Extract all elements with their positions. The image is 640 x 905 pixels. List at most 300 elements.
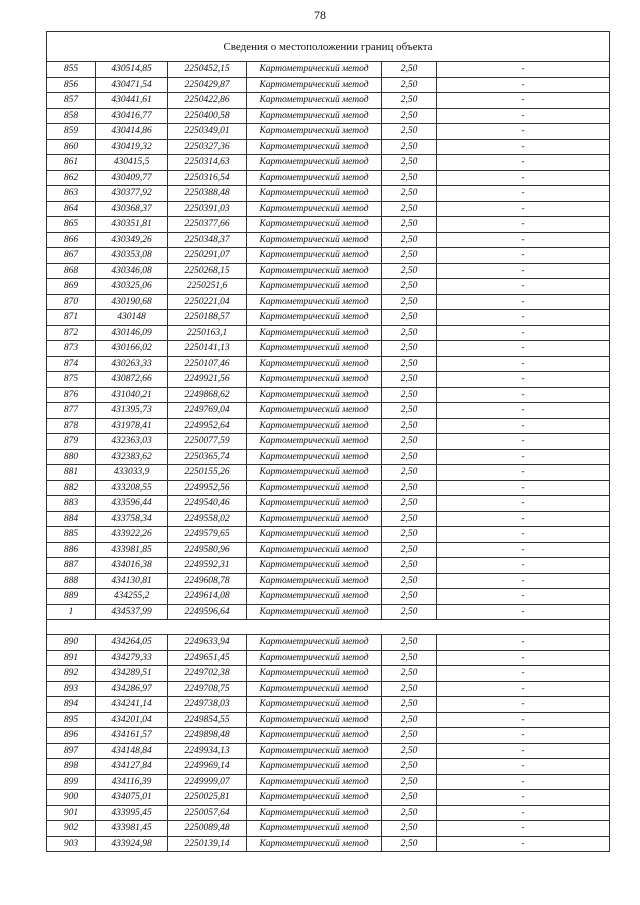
description-cell: - bbox=[437, 759, 610, 775]
x-coordinate-cell: 434241,14 bbox=[96, 697, 168, 713]
table-row bbox=[47, 170, 610, 186]
y-coordinate-cell: 2250391,03 bbox=[168, 201, 247, 217]
table-row bbox=[47, 650, 610, 666]
x-coordinate-cell: 430263,33 bbox=[96, 356, 168, 372]
y-coordinate-cell: 2250377,66 bbox=[168, 217, 247, 233]
description-cell: - bbox=[437, 232, 610, 248]
x-coordinate-cell: 434289,51 bbox=[96, 666, 168, 682]
point-number-cell: 855 bbox=[47, 62, 96, 78]
method-cell: Картометрический метод bbox=[247, 728, 382, 744]
description-cell: - bbox=[437, 387, 610, 403]
point-number-cell: 884 bbox=[47, 511, 96, 527]
method-cell: Картометрический метод bbox=[247, 542, 382, 558]
accuracy-cell: 2,50 bbox=[382, 573, 437, 589]
table-row bbox=[47, 573, 610, 589]
y-coordinate-cell: 2250155,26 bbox=[168, 465, 247, 481]
description-cell: - bbox=[437, 356, 610, 372]
accuracy-cell: 2,50 bbox=[382, 403, 437, 419]
description-cell: - bbox=[437, 465, 610, 481]
accuracy-cell: 2,50 bbox=[382, 108, 437, 124]
point-number-cell: 864 bbox=[47, 201, 96, 217]
description-cell: - bbox=[437, 805, 610, 821]
description-cell: - bbox=[437, 263, 610, 279]
y-coordinate-cell: 2250188,57 bbox=[168, 310, 247, 326]
point-number-cell: 891 bbox=[47, 650, 96, 666]
point-number-cell: 857 bbox=[47, 93, 96, 109]
x-coordinate-cell: 430441,61 bbox=[96, 93, 168, 109]
accuracy-cell: 2,50 bbox=[382, 434, 437, 450]
accuracy-cell: 2,50 bbox=[382, 697, 437, 713]
description-cell: - bbox=[437, 108, 610, 124]
y-coordinate-cell: 2249579,65 bbox=[168, 527, 247, 543]
x-coordinate-cell: 431978,41 bbox=[96, 418, 168, 434]
point-number-cell: 859 bbox=[47, 124, 96, 140]
accuracy-cell: 2,50 bbox=[382, 310, 437, 326]
table-row bbox=[47, 93, 610, 109]
table-row bbox=[47, 248, 610, 264]
method-cell: Картометрический метод bbox=[247, 124, 382, 140]
point-number-cell: 856 bbox=[47, 77, 96, 93]
x-coordinate-cell: 430415,5 bbox=[96, 155, 168, 171]
accuracy-cell: 2,50 bbox=[382, 325, 437, 341]
description-cell: - bbox=[437, 93, 610, 109]
y-coordinate-cell: 2250291,07 bbox=[168, 248, 247, 264]
x-coordinate-cell: 430409,77 bbox=[96, 170, 168, 186]
x-coordinate-cell: 430349,26 bbox=[96, 232, 168, 248]
accuracy-cell: 2,50 bbox=[382, 527, 437, 543]
x-coordinate-cell: 434201,04 bbox=[96, 712, 168, 728]
point-number-cell: 865 bbox=[47, 217, 96, 233]
description-cell: - bbox=[437, 77, 610, 93]
accuracy-cell: 2,50 bbox=[382, 728, 437, 744]
description-cell: - bbox=[437, 774, 610, 790]
method-cell: Картометрический метод bbox=[247, 790, 382, 806]
description-cell: - bbox=[437, 681, 610, 697]
table-row bbox=[47, 480, 610, 496]
table-row bbox=[47, 496, 610, 512]
table-row bbox=[47, 124, 610, 140]
y-coordinate-cell: 2250089,48 bbox=[168, 821, 247, 837]
point-number-cell: 889 bbox=[47, 589, 96, 605]
description-cell: - bbox=[437, 635, 610, 651]
table-row bbox=[47, 232, 610, 248]
accuracy-cell: 2,50 bbox=[382, 558, 437, 574]
y-coordinate-cell: 2249614,08 bbox=[168, 589, 247, 605]
accuracy-cell: 2,50 bbox=[382, 449, 437, 465]
accuracy-cell: 2,50 bbox=[382, 774, 437, 790]
x-coordinate-cell: 431395,73 bbox=[96, 403, 168, 419]
accuracy-cell: 2,50 bbox=[382, 666, 437, 682]
accuracy-cell: 2,50 bbox=[382, 170, 437, 186]
description-cell: - bbox=[437, 496, 610, 512]
x-coordinate-cell: 434130,81 bbox=[96, 573, 168, 589]
accuracy-cell: 2,50 bbox=[382, 294, 437, 310]
method-cell: Картометрический метод bbox=[247, 93, 382, 109]
table-row bbox=[47, 403, 610, 419]
table-row bbox=[47, 294, 610, 310]
accuracy-cell: 2,50 bbox=[382, 201, 437, 217]
method-cell: Картометрический метод bbox=[247, 310, 382, 326]
table-row bbox=[47, 465, 610, 481]
point-number-cell: 863 bbox=[47, 186, 96, 202]
x-coordinate-cell: 433981,45 bbox=[96, 821, 168, 837]
description-cell: - bbox=[437, 573, 610, 589]
point-number-cell: 883 bbox=[47, 496, 96, 512]
y-coordinate-cell: 2249952,56 bbox=[168, 480, 247, 496]
y-coordinate-cell: 2249969,14 bbox=[168, 759, 247, 775]
method-cell: Картометрический метод bbox=[247, 697, 382, 713]
description-cell: - bbox=[437, 139, 610, 155]
accuracy-cell: 2,50 bbox=[382, 836, 437, 852]
description-cell: - bbox=[437, 248, 610, 264]
point-number-cell: 888 bbox=[47, 573, 96, 589]
y-coordinate-cell: 2250163,1 bbox=[168, 325, 247, 341]
description-cell: - bbox=[437, 527, 610, 543]
method-cell: Картометрический метод bbox=[247, 666, 382, 682]
accuracy-cell: 2,50 bbox=[382, 496, 437, 512]
y-coordinate-cell: 2249540,46 bbox=[168, 496, 247, 512]
point-number-cell: 902 bbox=[47, 821, 96, 837]
x-coordinate-cell: 432383,62 bbox=[96, 449, 168, 465]
table-row bbox=[47, 186, 610, 202]
y-coordinate-cell: 2249921,56 bbox=[168, 372, 247, 388]
table-row bbox=[47, 604, 610, 620]
point-number-cell: 869 bbox=[47, 279, 96, 295]
point-number-cell: 895 bbox=[47, 712, 96, 728]
x-coordinate-cell: 433922,26 bbox=[96, 527, 168, 543]
point-number-cell: 868 bbox=[47, 263, 96, 279]
y-coordinate-cell: 2250221,04 bbox=[168, 294, 247, 310]
description-cell: - bbox=[437, 155, 610, 171]
x-coordinate-cell: 434148,84 bbox=[96, 743, 168, 759]
x-coordinate-cell: 433758,34 bbox=[96, 511, 168, 527]
table-row bbox=[47, 589, 610, 605]
method-cell: Картометрический метод bbox=[247, 558, 382, 574]
accuracy-cell: 2,50 bbox=[382, 511, 437, 527]
table-row bbox=[47, 418, 610, 434]
description-cell: - bbox=[437, 217, 610, 233]
point-number-cell: 860 bbox=[47, 139, 96, 155]
table-row bbox=[47, 666, 610, 682]
accuracy-cell: 2,50 bbox=[382, 124, 437, 140]
table-row bbox=[47, 728, 610, 744]
table-row bbox=[47, 62, 610, 78]
table-row bbox=[47, 449, 610, 465]
method-cell: Картометрический метод bbox=[247, 62, 382, 78]
point-number-cell: 898 bbox=[47, 759, 96, 775]
point-number-cell: 867 bbox=[47, 248, 96, 264]
y-coordinate-cell: 2250077,59 bbox=[168, 434, 247, 450]
description-cell: - bbox=[437, 434, 610, 450]
table-title: Сведения о местоположении границ объекта bbox=[47, 32, 610, 62]
method-cell: Картометрический метод bbox=[247, 356, 382, 372]
method-cell: Картометрический метод bbox=[247, 418, 382, 434]
point-number-cell: 882 bbox=[47, 480, 96, 496]
description-cell: - bbox=[437, 62, 610, 78]
x-coordinate-cell: 434127,84 bbox=[96, 759, 168, 775]
table-row bbox=[47, 77, 610, 93]
accuracy-cell: 2,50 bbox=[382, 465, 437, 481]
y-coordinate-cell: 2249558,02 bbox=[168, 511, 247, 527]
method-cell: Картометрический метод bbox=[247, 434, 382, 450]
x-coordinate-cell: 433033,9 bbox=[96, 465, 168, 481]
table-row bbox=[47, 790, 610, 806]
x-coordinate-cell: 430166,02 bbox=[96, 341, 168, 357]
point-number-cell: 862 bbox=[47, 170, 96, 186]
separator-row bbox=[47, 620, 610, 635]
table-row bbox=[47, 201, 610, 217]
description-cell: - bbox=[437, 511, 610, 527]
point-number-cell: 872 bbox=[47, 325, 96, 341]
x-coordinate-cell: 430190,68 bbox=[96, 294, 168, 310]
table-row bbox=[47, 681, 610, 697]
accuracy-cell: 2,50 bbox=[382, 341, 437, 357]
x-coordinate-cell: 430351,81 bbox=[96, 217, 168, 233]
y-coordinate-cell: 2249702,38 bbox=[168, 666, 247, 682]
description-cell: - bbox=[437, 124, 610, 140]
table-row bbox=[47, 434, 610, 450]
x-coordinate-cell: 430416,77 bbox=[96, 108, 168, 124]
x-coordinate-cell: 433596,44 bbox=[96, 496, 168, 512]
table-row bbox=[47, 836, 610, 852]
accuracy-cell: 2,50 bbox=[382, 186, 437, 202]
description-cell: - bbox=[437, 201, 610, 217]
description-cell: - bbox=[437, 480, 610, 496]
x-coordinate-cell: 434075,01 bbox=[96, 790, 168, 806]
table-row bbox=[47, 635, 610, 651]
y-coordinate-cell: 2249868,62 bbox=[168, 387, 247, 403]
accuracy-cell: 2,50 bbox=[382, 712, 437, 728]
table-row bbox=[47, 108, 610, 124]
table-row bbox=[47, 558, 610, 574]
accuracy-cell: 2,50 bbox=[382, 93, 437, 109]
x-coordinate-cell: 434537,99 bbox=[96, 604, 168, 620]
x-coordinate-cell: 430471,54 bbox=[96, 77, 168, 93]
x-coordinate-cell: 433208,55 bbox=[96, 480, 168, 496]
y-coordinate-cell: 2250141,13 bbox=[168, 341, 247, 357]
method-cell: Картометрический метод bbox=[247, 108, 382, 124]
accuracy-cell: 2,50 bbox=[382, 743, 437, 759]
accuracy-cell: 2,50 bbox=[382, 589, 437, 605]
accuracy-cell: 2,50 bbox=[382, 62, 437, 78]
x-coordinate-cell: 430872,66 bbox=[96, 372, 168, 388]
x-coordinate-cell: 434286,97 bbox=[96, 681, 168, 697]
accuracy-cell: 2,50 bbox=[382, 217, 437, 233]
point-number-cell: 899 bbox=[47, 774, 96, 790]
method-cell: Картометрический метод bbox=[247, 294, 382, 310]
table-row bbox=[47, 743, 610, 759]
method-cell: Картометрический метод bbox=[247, 387, 382, 403]
accuracy-cell: 2,50 bbox=[382, 372, 437, 388]
y-coordinate-cell: 2249898,48 bbox=[168, 728, 247, 744]
x-coordinate-cell: 434116,39 bbox=[96, 774, 168, 790]
description-cell: - bbox=[437, 279, 610, 295]
y-coordinate-cell: 2250314,63 bbox=[168, 155, 247, 171]
method-cell: Картометрический метод bbox=[247, 573, 382, 589]
accuracy-cell: 2,50 bbox=[382, 635, 437, 651]
y-coordinate-cell: 2249633,94 bbox=[168, 635, 247, 651]
y-coordinate-cell: 2250388,48 bbox=[168, 186, 247, 202]
point-number-cell: 871 bbox=[47, 310, 96, 326]
method-cell: Картометрический метод bbox=[247, 743, 382, 759]
y-coordinate-cell: 2249854,55 bbox=[168, 712, 247, 728]
method-cell: Картометрический метод bbox=[247, 604, 382, 620]
method-cell: Картометрический метод bbox=[247, 77, 382, 93]
description-cell: - bbox=[437, 790, 610, 806]
description-cell: - bbox=[437, 403, 610, 419]
point-number-cell: 861 bbox=[47, 155, 96, 171]
description-cell: - bbox=[437, 712, 610, 728]
table-row bbox=[47, 527, 610, 543]
y-coordinate-cell: 2250268,15 bbox=[168, 263, 247, 279]
accuracy-cell: 2,50 bbox=[382, 356, 437, 372]
x-coordinate-cell: 430368,37 bbox=[96, 201, 168, 217]
table-row bbox=[47, 341, 610, 357]
description-cell: - bbox=[437, 589, 610, 605]
table-row bbox=[47, 542, 610, 558]
table-row bbox=[47, 511, 610, 527]
y-coordinate-cell: 2249708,75 bbox=[168, 681, 247, 697]
y-coordinate-cell: 2250107,46 bbox=[168, 356, 247, 372]
point-number-cell: 890 bbox=[47, 635, 96, 651]
accuracy-cell: 2,50 bbox=[382, 759, 437, 775]
separator-cell bbox=[47, 620, 610, 635]
point-number-cell: 877 bbox=[47, 403, 96, 419]
accuracy-cell: 2,50 bbox=[382, 248, 437, 264]
method-cell: Картометрический метод bbox=[247, 681, 382, 697]
accuracy-cell: 2,50 bbox=[382, 232, 437, 248]
table-row bbox=[47, 821, 610, 837]
method-cell: Картометрический метод bbox=[247, 480, 382, 496]
method-cell: Картометрический метод bbox=[247, 774, 382, 790]
y-coordinate-cell: 2250422,86 bbox=[168, 93, 247, 109]
description-cell: - bbox=[437, 325, 610, 341]
accuracy-cell: 2,50 bbox=[382, 155, 437, 171]
table-title-row bbox=[47, 32, 610, 62]
method-cell: Картометрический метод bbox=[247, 712, 382, 728]
x-coordinate-cell: 430419,32 bbox=[96, 139, 168, 155]
point-number-cell: 866 bbox=[47, 232, 96, 248]
x-coordinate-cell: 430514,85 bbox=[96, 62, 168, 78]
y-coordinate-cell: 2249596,64 bbox=[168, 604, 247, 620]
table-row bbox=[47, 310, 610, 326]
y-coordinate-cell: 2250429,87 bbox=[168, 77, 247, 93]
accuracy-cell: 2,50 bbox=[382, 263, 437, 279]
method-cell: Картометрический метод bbox=[247, 650, 382, 666]
table-row bbox=[47, 759, 610, 775]
y-coordinate-cell: 2250327,36 bbox=[168, 139, 247, 155]
accuracy-cell: 2,50 bbox=[382, 681, 437, 697]
point-number-cell: 900 bbox=[47, 790, 96, 806]
description-cell: - bbox=[437, 294, 610, 310]
description-cell: - bbox=[437, 728, 610, 744]
table-row bbox=[47, 279, 610, 295]
y-coordinate-cell: 2250400,58 bbox=[168, 108, 247, 124]
accuracy-cell: 2,50 bbox=[382, 604, 437, 620]
point-number-cell: 876 bbox=[47, 387, 96, 403]
y-coordinate-cell: 2249999,07 bbox=[168, 774, 247, 790]
point-number-cell: 893 bbox=[47, 681, 96, 697]
table-row bbox=[47, 372, 610, 388]
point-number-cell: 892 bbox=[47, 666, 96, 682]
point-number-cell: 878 bbox=[47, 418, 96, 434]
method-cell: Картометрический метод bbox=[247, 759, 382, 775]
point-number-cell: 896 bbox=[47, 728, 96, 744]
description-cell: - bbox=[437, 836, 610, 852]
y-coordinate-cell: 2249580,96 bbox=[168, 542, 247, 558]
table-row bbox=[47, 356, 610, 372]
accuracy-cell: 2,50 bbox=[382, 139, 437, 155]
description-cell: - bbox=[437, 697, 610, 713]
method-cell: Картометрический метод bbox=[247, 527, 382, 543]
table-body-part-1 bbox=[47, 62, 610, 620]
description-cell: - bbox=[437, 542, 610, 558]
method-cell: Картометрический метод bbox=[247, 821, 382, 837]
description-cell: - bbox=[437, 666, 610, 682]
x-coordinate-cell: 434161,57 bbox=[96, 728, 168, 744]
point-number-cell: 880 bbox=[47, 449, 96, 465]
x-coordinate-cell: 433995,45 bbox=[96, 805, 168, 821]
point-number-cell: 873 bbox=[47, 341, 96, 357]
method-cell: Картометрический метод bbox=[247, 170, 382, 186]
accuracy-cell: 2,50 bbox=[382, 790, 437, 806]
description-cell: - bbox=[437, 186, 610, 202]
y-coordinate-cell: 2250057,64 bbox=[168, 805, 247, 821]
method-cell: Картометрический метод bbox=[247, 263, 382, 279]
method-cell: Картометрический метод bbox=[247, 465, 382, 481]
table-row bbox=[47, 774, 610, 790]
x-coordinate-cell: 433924,98 bbox=[96, 836, 168, 852]
table-row bbox=[47, 325, 610, 341]
boundary-table bbox=[46, 31, 610, 852]
y-coordinate-cell: 2250025,81 bbox=[168, 790, 247, 806]
point-number-cell: 881 bbox=[47, 465, 96, 481]
method-cell: Картометрический метод bbox=[247, 201, 382, 217]
y-coordinate-cell: 2249952,64 bbox=[168, 418, 247, 434]
description-cell: - bbox=[437, 418, 610, 434]
accuracy-cell: 2,50 bbox=[382, 542, 437, 558]
method-cell: Картометрический метод bbox=[247, 589, 382, 605]
accuracy-cell: 2,50 bbox=[382, 805, 437, 821]
method-cell: Картометрический метод bbox=[247, 186, 382, 202]
y-coordinate-cell: 2250452,15 bbox=[168, 62, 247, 78]
x-coordinate-cell: 433981,85 bbox=[96, 542, 168, 558]
description-cell: - bbox=[437, 449, 610, 465]
method-cell: Картометрический метод bbox=[247, 836, 382, 852]
method-cell: Картометрический метод bbox=[247, 635, 382, 651]
method-cell: Картометрический метод bbox=[247, 449, 382, 465]
method-cell: Картометрический метод bbox=[247, 372, 382, 388]
accuracy-cell: 2,50 bbox=[382, 418, 437, 434]
y-coordinate-cell: 2250348,37 bbox=[168, 232, 247, 248]
point-number-cell: 1 bbox=[47, 604, 96, 620]
description-cell: - bbox=[437, 310, 610, 326]
method-cell: Картометрический метод bbox=[247, 248, 382, 264]
y-coordinate-cell: 2250349,01 bbox=[168, 124, 247, 140]
table-row bbox=[47, 139, 610, 155]
method-cell: Картометрический метод bbox=[247, 155, 382, 171]
accuracy-cell: 2,50 bbox=[382, 480, 437, 496]
point-number-cell: 903 bbox=[47, 836, 96, 852]
method-cell: Картометрический метод bbox=[247, 279, 382, 295]
y-coordinate-cell: 2250251,6 bbox=[168, 279, 247, 295]
description-cell: - bbox=[437, 341, 610, 357]
table-row bbox=[47, 217, 610, 233]
y-coordinate-cell: 2249769,04 bbox=[168, 403, 247, 419]
y-coordinate-cell: 2249934,13 bbox=[168, 743, 247, 759]
description-cell: - bbox=[437, 372, 610, 388]
point-number-cell: 874 bbox=[47, 356, 96, 372]
